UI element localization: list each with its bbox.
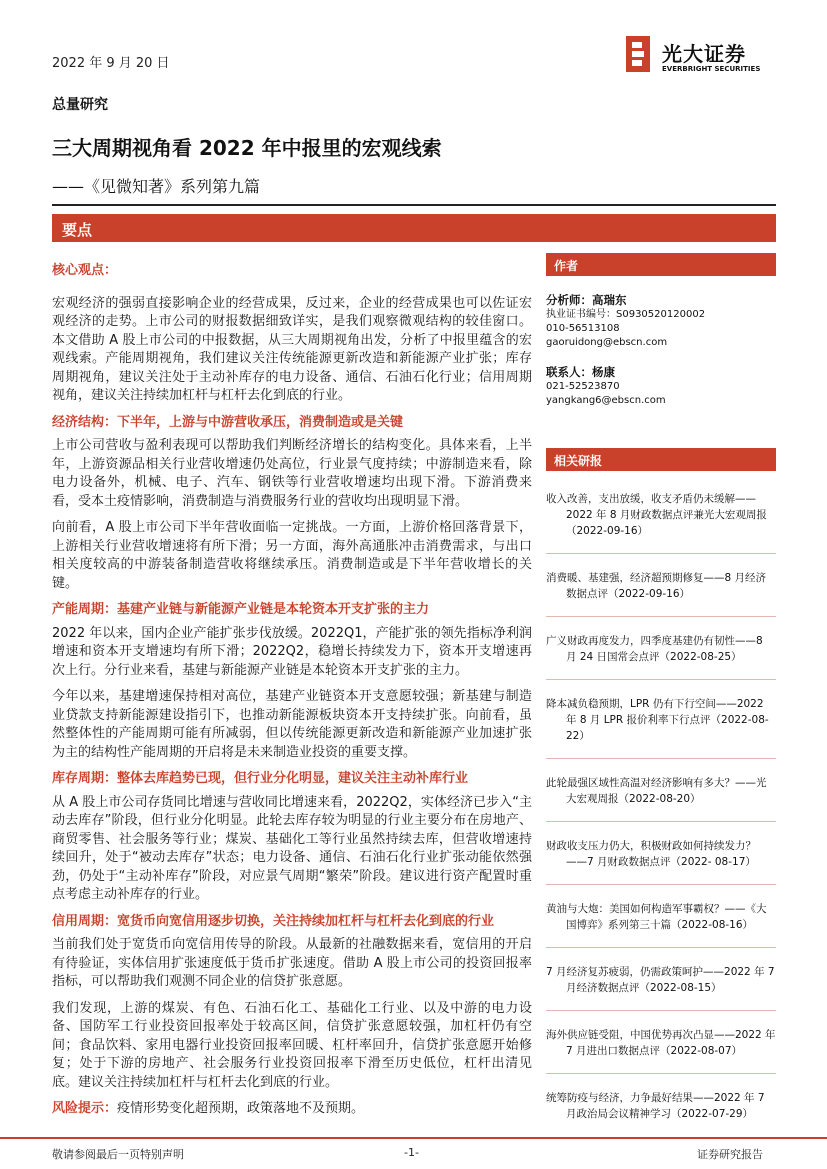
risk-warning-text: 疫情形势变化超预期，政策落地不及预期。: [117, 1101, 365, 1116]
everbright-logo-icon: [626, 36, 650, 72]
economic-structure-paragraph-2: 向前看，A 股上市公司下半年营收面临一定挑战。一方面，上游价格回落背景下，上游相关行业营收增速将有所下滑；另一方面，海外高通胀冲击消费需求，与出口相关度较高的中游装备制造营收将继续承压。消费制造或是下半年营收增长的关键。: [52, 520, 532, 591]
related-divider: [546, 884, 776, 885]
related-report-item[interactable]: 降本减负稳预期，LPR 仍有下行空间——2022 年 8 月 LPR 报价利率下行点评（2022-08-22）: [546, 698, 769, 742]
analyst-email[interactable]: gaoruidong@ebscn.com: [546, 337, 668, 348]
economic-structure-heading: 经济结构：下半年，上游与中游营收承压，消费制造或是关键: [52, 414, 404, 430]
related-report-item[interactable]: 消费暖、基建强，经济超预期修复——8 月经济数据点评（2022-09-16）: [546, 572, 767, 600]
inventory-cycle-heading: 库存周期：整体去库趋势已现，但行业分化明显，建议关注主动补库行业: [52, 771, 469, 786]
page-number: -1-: [404, 1146, 419, 1159]
related-divider: [546, 947, 776, 948]
analyst-info: [546, 292, 776, 350]
capacity-cycle-paragraph-1: 2022 年以来，国内企业产能扩张步伐放缓。2022Q1，产能扩张的领先指标净利润增速和资本开支增速均有所下滑；2022Q2，稳增长持续发力下，资本开支增速再次上行。分行业来看，基建与新能源产业链是本轮资本开支扩张的主力。: [52, 625, 532, 678]
risk-warning-label: 风险提示：: [52, 1101, 118, 1116]
logo-text-cn: 光大证券: [662, 42, 746, 66]
contact-info: [546, 364, 776, 408]
core-view-paragraph: 宏观经济的强弱直接影响企业的经营成果，反过来，企业的经营成果也可以佐证宏观经济的走势。上市公司的财报数据细致详实，是我们观察微观结构的较佳窗口。本文借助 A 股上市公司的中报数据，从三大周期视角出发，分析了中报里蕴含的宏观线索。产能周期视角，我们建议关注传统能源更新改造和新能源产业扩张；库存周期视角，建议关注处于主动补库存的电力设备、通信、石油石化行业；信用周期视角，建议关注持续加杠杆与杠杆去化到底的行业。: [52, 295, 532, 403]
analyst-certificate: 执业证书编号：S0930520120002: [546, 309, 706, 320]
related-divider: [546, 553, 776, 554]
keypoints-label: 要点: [62, 221, 93, 239]
page-title: 三大周期视角看 2022 年中报里的宏观线索: [52, 136, 442, 160]
credit-cycle-paragraph-1: 当前我们处于宽货币向宽信用传导的阶段。从最新的社融数据来看，宽信用的开启有待验证，实体信用扩张速度低于货币扩张速度。借助 A 股上市公司的投资回报率指标，可以帮助我们观测不同企业的信贷扩张意愿。: [52, 937, 532, 989]
related-divider: [546, 1073, 776, 1074]
related-divider: [546, 679, 776, 680]
report-date: 2022 年 9 月 20 日: [52, 56, 170, 71]
page-subtitle: ——《见微知著》系列第九篇: [52, 177, 261, 196]
related-divider: [546, 758, 776, 759]
credit-cycle-paragraph-2: 我们发现，上游的煤炭、有色、石油石化工、基础化工行业、以及中游的电力设备、国防军工行业投资回报率处于较高区间，信贷扩张意愿较强，加杠杆仍有空间；食品饮料、家用电器行业投资回报率回暖、杠杆率回升，信贷扩张意愿开始修复；处于下游的房地产、社会服务行业投资回报率下滑至历史低位，杠杆出清见底。建议关注持续加杠杆与杠杆去化到底的行业。: [52, 1000, 532, 1090]
sidebar: [546, 253, 776, 1136]
capacity-cycle-heading: 产能周期：基建产业链与新能源产业链是本轮资本开支扩张的主力: [52, 602, 430, 617]
related-report-item[interactable]: 此轮最强区域性高温对经济影响有多大？——光大宏观周报（2022-08-20）: [546, 777, 767, 805]
main-content: [52, 262, 532, 1119]
contact-name: 联系人：杨康: [546, 365, 615, 379]
analyst-name: 分析师：高瑞东: [546, 293, 627, 307]
related-divider: [546, 1010, 776, 1011]
related-report-item[interactable]: 黄油与大炮：美国如何构造军事霸权？——《大国博弈》系列第三十篇（2022-08-16）: [546, 903, 767, 931]
related-divider: [546, 616, 776, 617]
contact-phone: 021-52523870: [546, 381, 620, 392]
economic-structure-paragraph-1: 上市公司营收与盈利表现可以帮助我们判断经济增长的结构变化。具体来看，上半年，上游资源品相关行业营收增速仍处高位，行业景气度持续；中游制造来看，除电力设备外，机械、电子、汽车、钢铁等行业营收增速均出现下滑。下游消费来看，受本土疫情影响，消费制造与消费服务行业的营收均出现明显下滑。: [52, 438, 532, 509]
related-report-item[interactable]: 7 月经济复苏疲弱，仍需政策呵护——2022 年 7 月经济数据点评（2022-08-15）: [546, 966, 775, 994]
related-reports-header: [546, 448, 776, 471]
keypoints-banner: [52, 214, 776, 242]
related-divider: [546, 821, 776, 822]
related-report-item[interactable]: 财政收支压力仍大，积极财政如何持续发力？——7 月财政数据点评（2022- 08-17）: [546, 840, 756, 868]
author-section-header: [546, 253, 776, 276]
company-logo: [626, 36, 776, 76]
contact-email[interactable]: yangkang6@ebscn.com: [546, 395, 666, 406]
footer-disclaimer: 敬请参阅最后一页特别声明: [52, 1148, 184, 1161]
risk-warning: [52, 1100, 532, 1119]
capacity-cycle-paragraph-2: 今年以来，基建增速保持相对高位，基建产业链资本开支意愿较强；新基建与制造业贷款支持新能源建设指引下，也推动新能源板块资本开支持续扩张。向前看，虽然整体性的产能周期可能有所减弱，但以传统能源更新改造和新能源产业加速扩张为主的结构性产能周期的开启将是未来制造业投资的重要支撑。: [52, 689, 532, 760]
footer-report-type: 证券研究报告: [697, 1148, 763, 1161]
core-view-heading: 核心观点：: [52, 263, 118, 278]
related-report-item[interactable]: 统筹防疫与经济，力争最好结果——2022 年 7 月政治局会议精神学习（2022-07-29）: [546, 1092, 765, 1120]
related-report-item[interactable]: 收入改善，支出放缓，收支矛盾仍未缓解——2022 年 8 月财政数据点评兼光大宏观周报（2022-09-16）: [546, 493, 767, 537]
title-divider: [52, 204, 776, 206]
author-section-label: 作者: [554, 259, 579, 273]
credit-cycle-heading: 信用周期：宽货币向宽信用逐步切换，关注持续加杠杆与杠杆去化到底的行业: [52, 913, 495, 929]
related-report-item[interactable]: 海外供应链受阻，中国优势再次凸显——2022 年 7 月进出口数据点评（2022-08-07）: [546, 1029, 776, 1057]
inventory-cycle-paragraph: 从 A 股上市公司存货同比增速与营收同比增速来看，2022Q2，实体经济已步入“主动去库存”阶段，但行业分化明显。此轮去库存较为明显的行业主要分布在房地产、商贸零售、社会服务等行业；煤炭、基础化工等行业虽然持续去库，但营收增速持续回升，处于“被动去库存”状态；电力设备、通信、石油石化行业扩张动能依然强劲，仍处于“主动补库存”阶段，对应景气周期“繁荣”阶段。建议进行资产配置时重点考虑主动补库存的行业。: [52, 794, 532, 902]
analyst-phone: 010-56513108: [546, 323, 620, 334]
related-report-item[interactable]: 广义财政再度发力，四季度基建仍有韧性——8 月 24 日国常会点评（2022-08-25）: [546, 635, 763, 663]
logo-text-en: EVERBRIGHT SECURITIES: [662, 65, 761, 73]
footer-divider: [0, 1137, 827, 1139]
related-reports-label: 相关研报: [554, 454, 603, 468]
report-category: 总量研究: [52, 97, 108, 113]
related-reports-list: [546, 491, 776, 1122]
